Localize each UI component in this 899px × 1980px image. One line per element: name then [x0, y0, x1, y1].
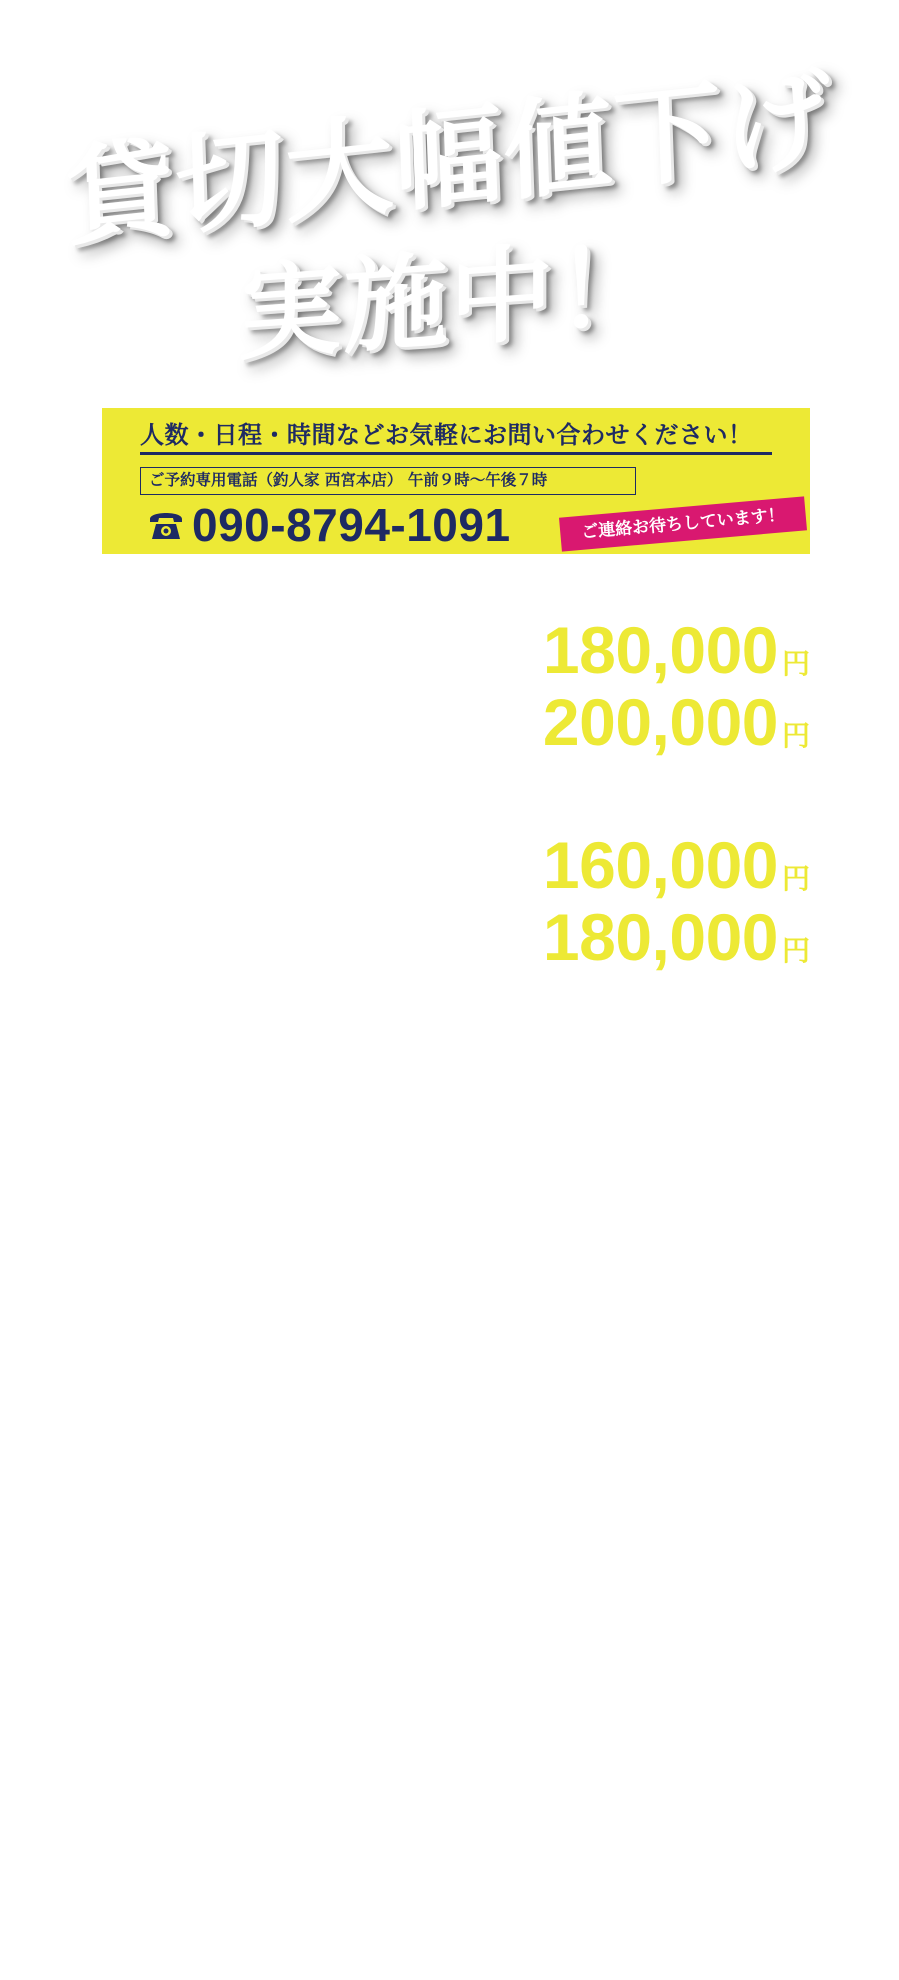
- price-2: [543, 687, 810, 757]
- price-unit: 円: [781, 647, 810, 680]
- banner-heading: 人数・日程・時間などお気軽にお問い合わせください！: [140, 418, 772, 455]
- price-value: 180,000: [542, 900, 778, 974]
- headline-line-1: 貸切大幅値下げ: [64, 56, 835, 263]
- price-unit: 円: [781, 934, 810, 967]
- price-4: [543, 902, 810, 972]
- reservation-hours: ご予約専用電話（釣人家 西宮本店） 午前９時〜午後７時: [140, 467, 636, 495]
- price-unit: 円: [781, 862, 810, 895]
- phone-row[interactable]: [146, 500, 511, 550]
- price-value: 200,000: [542, 685, 778, 759]
- contact-banner: [102, 408, 810, 554]
- telephone-icon: [146, 505, 186, 545]
- price-1: [543, 615, 810, 685]
- phone-number[interactable]: 090-8794-1091: [192, 499, 511, 551]
- price-value: 160,000: [542, 828, 778, 902]
- price-value: 180,000: [542, 613, 778, 687]
- headline-line-2: 実施中！: [238, 224, 661, 376]
- price-unit: 円: [781, 719, 810, 752]
- price-3: [543, 830, 810, 900]
- contact-badge: ご連絡お待ちしています！: [559, 496, 807, 551]
